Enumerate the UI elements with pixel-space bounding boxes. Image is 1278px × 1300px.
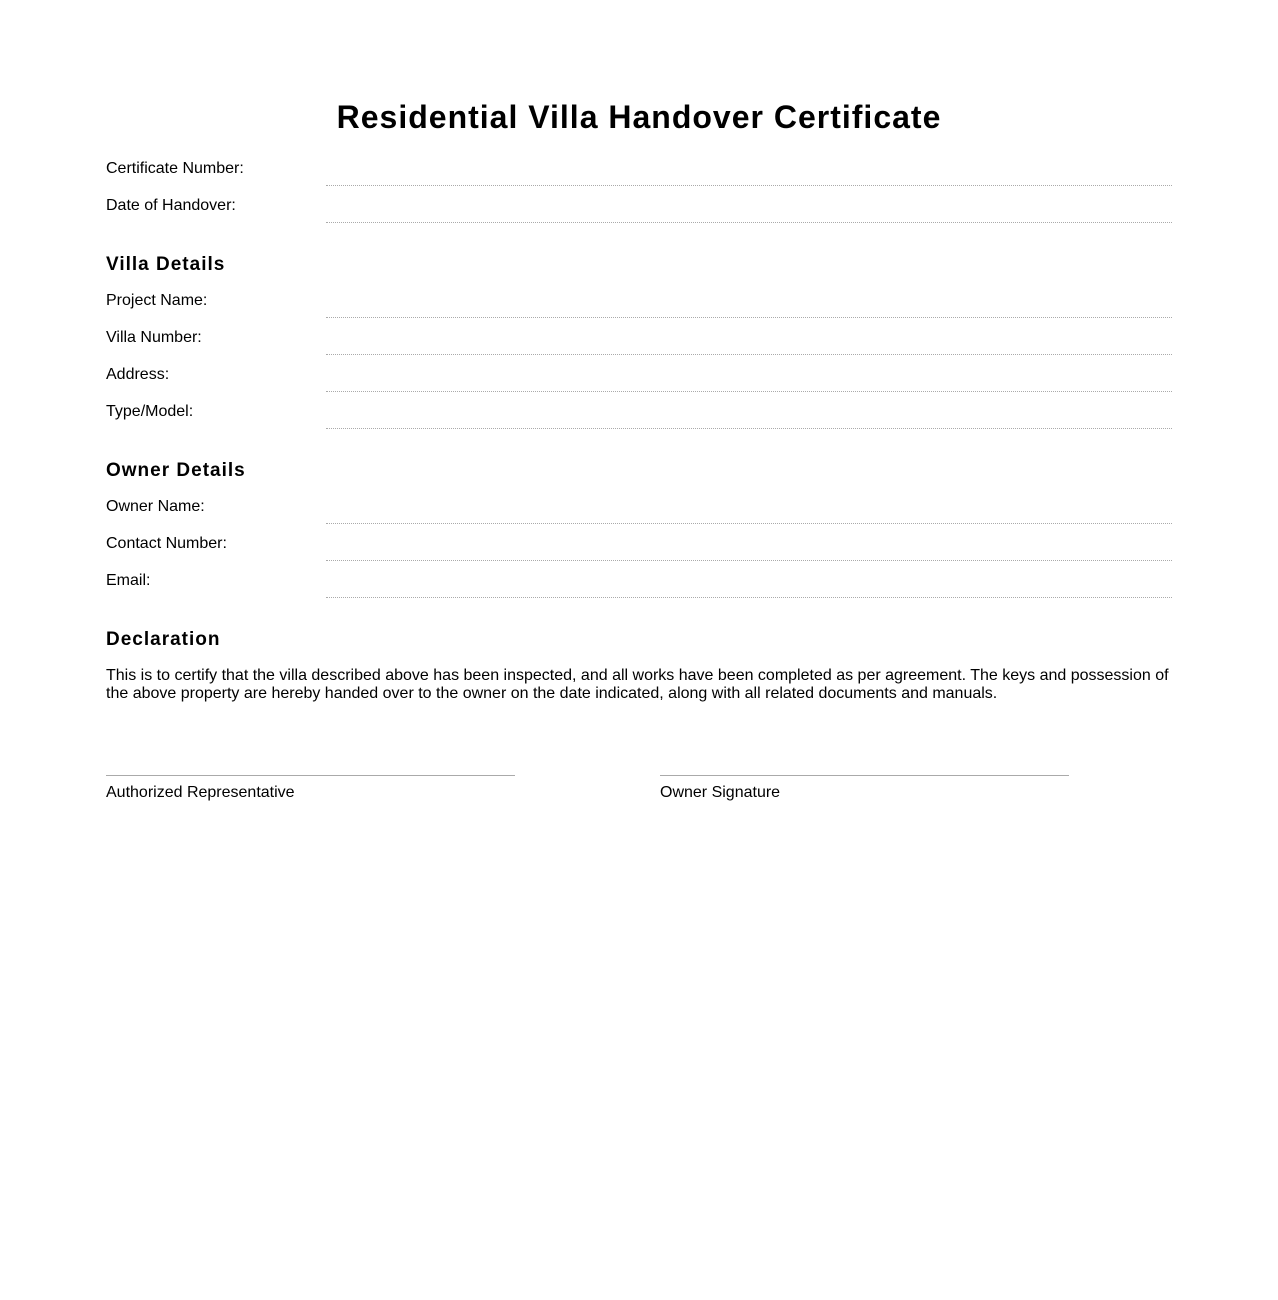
page-title: Residential Villa Handover Certificate [336,99,942,135]
field-type-model [106,392,1172,429]
field-label: Certificate Number: [106,160,244,177]
villa-details-fields [106,281,1172,429]
certificate-number-field[interactable] [326,149,1172,186]
email-field[interactable] [326,561,1172,598]
owner-name-field[interactable] [326,487,1172,524]
contact-number-field[interactable] [326,524,1172,561]
owner-details-heading: Owner Details [106,460,246,481]
field-label: Address: [106,366,170,383]
declaration-heading: Declaration [106,629,221,650]
field-certificate-number [106,149,1172,186]
project-name-field[interactable] [326,281,1172,318]
owner-details-fields [106,487,1172,598]
signature-label: Authorized Representative [106,784,295,801]
field-email [106,561,1172,598]
field-date-of-handover [106,186,1172,223]
field-label: Type/Model: [106,403,194,420]
field-label: Owner Name: [106,498,205,515]
field-owner-name [106,487,1172,524]
villa-number-field[interactable] [326,318,1172,355]
type-model-field[interactable] [326,392,1172,429]
declaration-text: This is to certify that the villa described above has been inspected, and all works have been completed as per agreement. The keys and possession of the above property are hereby handed over to the owner on the date indicated, along with all related documents and manuals. [106,667,1169,702]
villa-details-heading: Villa Details [106,254,226,275]
field-label: Villa Number: [106,329,202,346]
date-of-handover-field[interactable] [326,186,1172,223]
owner-signature[interactable] [660,775,1069,802]
field-label: Email: [106,572,151,589]
header-fields [106,149,1172,223]
field-address [106,355,1172,392]
field-villa-number [106,318,1172,355]
authorized-representative-signature[interactable] [106,775,515,802]
field-label: Contact Number: [106,535,227,552]
field-label: Project Name: [106,292,208,309]
signature-label: Owner Signature [660,784,781,801]
field-project-name [106,281,1172,318]
field-label: Date of Handover: [106,197,236,214]
address-field[interactable] [326,355,1172,392]
field-contact-number [106,524,1172,561]
